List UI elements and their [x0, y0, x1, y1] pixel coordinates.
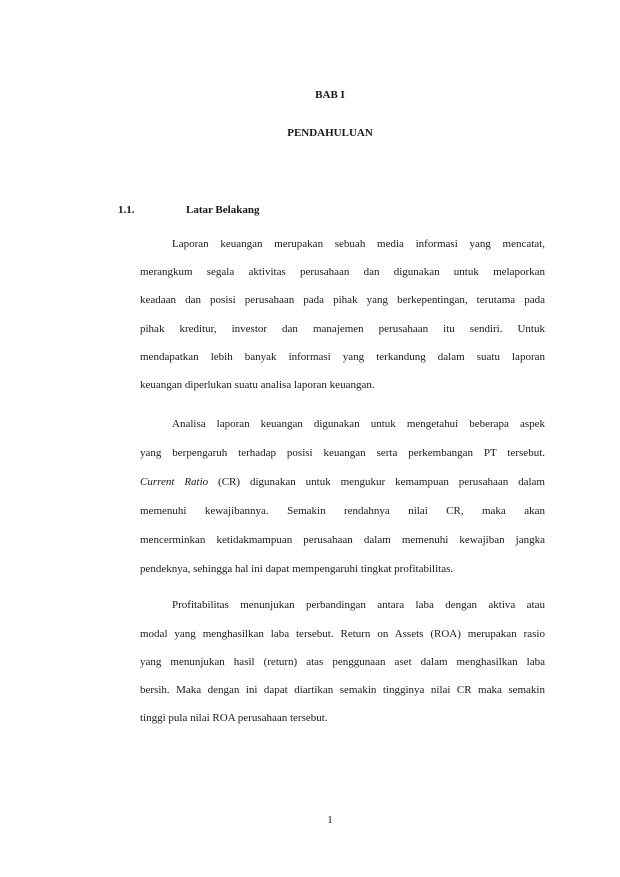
paragraph-3-line-5: tinggi pula nilai ROA perusahaan tersebut.: [140, 712, 328, 724]
paragraph-1-line-3: keadaan dan posisi perusahaan pada pihak yang berkepentingan, terutama pada: [140, 294, 545, 306]
section-number: 1.1.: [118, 204, 135, 216]
paragraph-2-line-6: pendeknya, sehingga hal ini dapat mempengaruhi tingkat profitabilitas.: [140, 563, 454, 575]
paragraph-2-line-4: memenuhi kewajibannya. Semakin rendahnya nilai CR, maka akan: [140, 505, 545, 517]
paragraph-1-line-6: keuangan diperlukan suatu analisa laporan keuangan.: [140, 379, 375, 391]
chapter-title: PENDAHULUAN: [287, 127, 373, 139]
paragraph-3-line-3: yang menunjukan hasil (return) atas penggunaan aset dalam menghasilkan laba: [140, 656, 545, 668]
paragraph-1-line-2: merangkum segala aktivitas perusahaan dan digunakan untuk melaporkan: [140, 266, 545, 278]
paragraph-2-line-1: Analisa laporan keuangan digunakan untuk mengetahui beberapa aspek: [172, 418, 545, 430]
paragraph-1-line-4: pihak kreditur, investor dan manajemen perusahaan itu sendiri. Untuk: [140, 323, 545, 335]
current-ratio-term: Current Ratio: [140, 476, 209, 488]
paragraph-3-line-2: modal yang menghasilkan laba tersebut. Return on Assets (ROA) merupakan rasio: [140, 628, 545, 640]
paragraph-1-line-1: Laporan keuangan merupakan sebuah media informasi yang mencatat,: [172, 238, 545, 250]
paragraph-3-line-1: Profitabilitas menunjukan perbandingan antara laba dengan aktiva atau: [172, 599, 545, 611]
page-number: 1: [327, 814, 333, 826]
paragraph-2-line-5: mencerminkan ketidakmampuan perusahaan dalam memenuhi kewajiban jangka: [140, 534, 545, 546]
paragraph-1-line-5: mendapatkan lebih banyak informasi yang terkandung dalam suatu laporan: [140, 351, 545, 363]
paragraph-2-line-3-text: (CR) digunakan untuk mengukur kemampuan perusahaan dalam: [208, 476, 545, 488]
paragraph-3-line-4: bersih. Maka dengan ini dapat diartikan semakin tingginya nilai CR maka semakin: [140, 684, 545, 696]
chapter-label: BAB I: [315, 89, 345, 101]
paragraph-2-line-2: yang berpengaruh terhadap posisi keuangan serta perkembangan PT tersebut.: [140, 447, 545, 459]
section-title: Latar Belakang: [186, 204, 260, 216]
paragraph-2-line-3: [140, 475, 545, 489]
